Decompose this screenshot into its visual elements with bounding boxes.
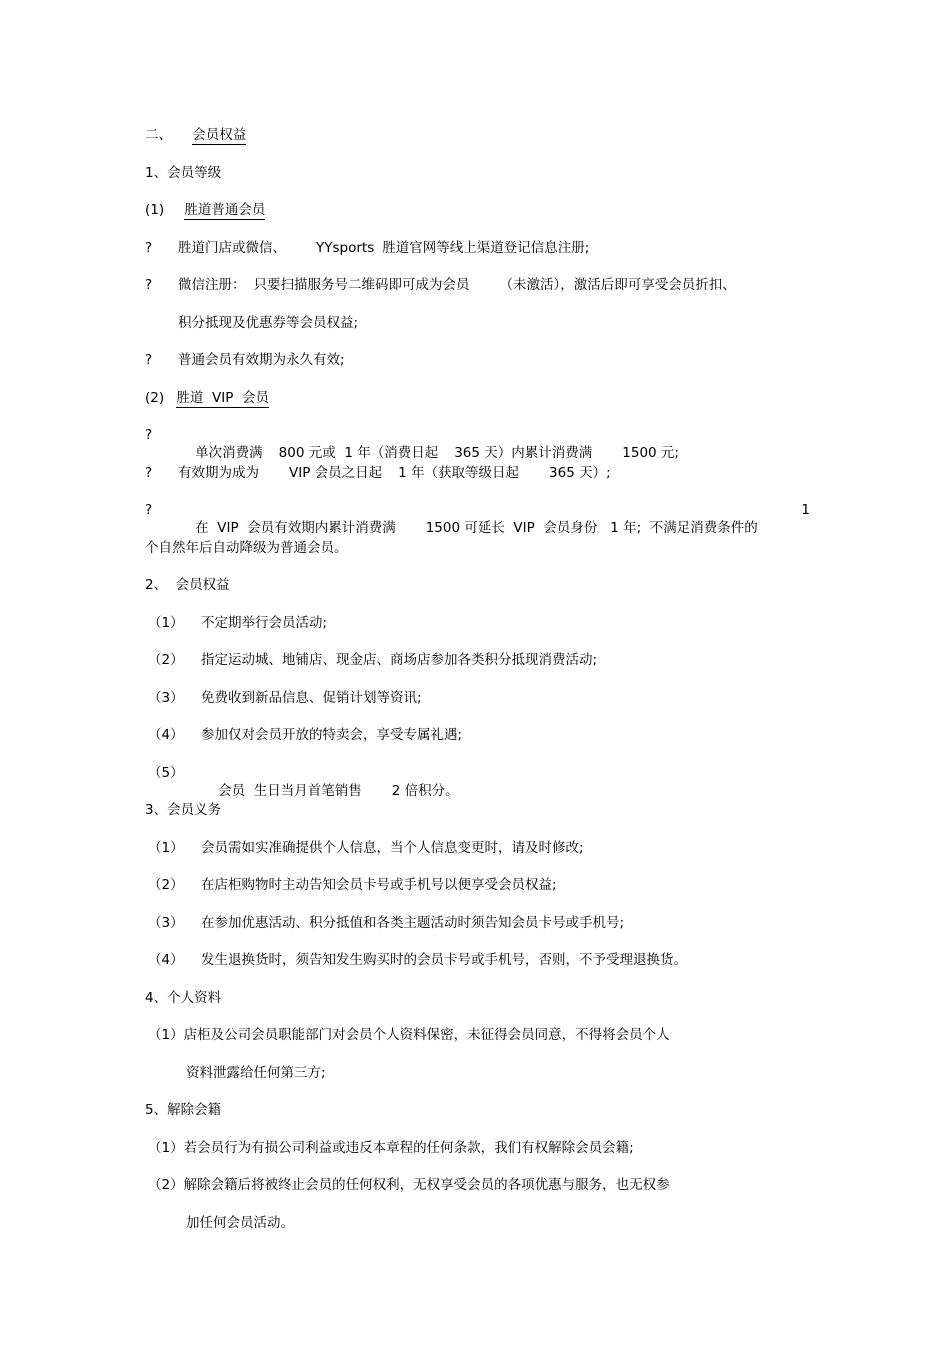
item-text-part: 2 倍积分。 [391,783,459,799]
item-text-part: 365 天）内累计消费满 [454,445,593,461]
item-text-part: 会员 生日当月首笔销售 [218,783,362,799]
list-item [148,651,598,669]
item-text-part: 1 [801,502,810,518]
list-item [148,839,584,857]
item-number: （1） [148,615,184,631]
item-text-part: 1500 可延长 VIP 会员身份 1 年; 不满足消费条件的 [425,520,758,536]
item-text: 发生退换货时，须告知发生购买时的会员卡号或手机号，否则，不予受理退换货。 [201,952,687,968]
section-title-label: 会员权益 [192,127,247,143]
item-number: （4） [148,952,184,968]
item-text: 店柜及公司会员职能部门对会员个人资料保密，未征得会员同意，不得将会员个人 [183,1027,670,1043]
item-number: （2） [148,652,184,668]
bullet-mark: ? [145,352,153,368]
item-text-part: 365 天）; [549,465,611,481]
item-text-part: ，激活后即可享受会员折扣、 [560,277,736,293]
item-text: 若会员行为有损公司利益或违反本章程的任何条款，我们有权解除会员会籍; [183,1140,634,1156]
list-item [145,426,679,461]
item-text [178,464,611,482]
item-continuation: 加任何会员活动。 [186,1215,294,1231]
item-number: （3） [148,915,184,931]
list-item [148,1176,670,1194]
list-item [148,614,328,632]
level-label: 胜道 VIP 会员 [176,390,269,406]
item-text: 不定期举行会员活动; [201,615,328,631]
item-number: （3） [148,690,184,706]
item-text-part: VIP 会员之日起 [289,465,383,481]
heading-membership-levels: 1、会员等级 [145,165,222,181]
bullet-mark: ? [145,502,153,518]
item-number: （1） [148,840,184,856]
item-text [201,764,459,818]
item-text: 参加仅对会员开放的特卖会，享受专属礼遇; [201,727,463,743]
list-item [148,951,687,969]
level-number: (1) [145,202,165,218]
heading-member-obligations: 3、会员义务 [145,802,222,818]
item-text: 指定运动城、地铺店、现金店、商场店参加各类积分抵现消费活动; [201,652,598,668]
item-number: （2） [148,877,184,893]
item-text: 免费收到新品信息、促销计划等资讯; [201,690,422,706]
item-text: 普通会员有效期为永久有效; [178,352,345,368]
list-item [145,464,611,482]
item-text-part: 单次消费满 [195,445,263,461]
heading-personal-data: 4、个人资料 [145,990,222,1006]
item-text-part: 1500 元; [622,445,679,461]
heading-membership-termination: 5、解除会籍 [145,1102,222,1118]
level-number: (2) [145,390,165,406]
list-item [148,914,625,932]
list-item [148,726,463,744]
bullet-mark: ? [145,427,153,443]
level-regular-heading [145,201,265,219]
list-item [145,239,590,257]
item-continuation: 个自然年后自动降级为普通会员。 [145,540,348,556]
item-number: （4） [148,727,184,743]
list-item [148,1139,634,1157]
item-text-part: （未激活） [499,277,561,293]
list-item [148,876,557,894]
item-continuation: 积分抵现及优惠券等会员权益; [178,315,359,331]
item-text: 会员需如实准确提供个人信息，当个人信息变更时，请及时修改; [201,840,584,856]
item-number: （2） [148,1177,184,1193]
list-item [145,276,736,294]
item-text-part: 胜道门店或微信、 [178,240,286,256]
item-text [178,239,589,257]
section-number: 二、 [145,127,172,143]
heading-member-benefits: 2、 会员权益 [145,577,230,593]
section-title [145,126,246,144]
item-text-part: 800 元或 1 年（消费日起 [278,445,439,461]
list-item [148,689,422,707]
item-text: 在店柜购物时主动告知会员卡号或手机号以便享受会员权益; [201,877,557,893]
item-number: （1） [148,1140,184,1156]
item-number: （1） [148,1027,184,1043]
level-label: 胜道普通会员 [184,202,266,218]
item-text: 在参加优惠活动、积分抵值和各类主题活动时须告知会员卡号或手机号; [201,915,625,931]
list-item [145,351,345,369]
item-continuation: 资料泄露给任何第三方; [186,1065,326,1081]
item-text-part: 胜道官网等线上渠道登记信息注册; [382,240,590,256]
list-item [148,1026,670,1044]
item-text-part: YYsports [316,240,375,256]
level-vip-heading [145,389,269,407]
bullet-mark: ? [145,240,153,256]
item-text-part: 微信注册： [178,277,246,293]
item-text [178,276,736,294]
bullet-mark: ? [145,277,153,293]
item-text-part: 有效期为成为 [178,465,259,481]
item-text-part: 在 VIP 会员有效期内累计消费满 [195,520,396,536]
item-text-part: 1 年（获取等级日起 [398,465,520,481]
list-item [145,501,810,536]
item-text: 解除会籍后将被终止会员的任何权利，无权享受会员的各项优惠与服务，也无权参 [183,1177,670,1193]
bullet-mark: ? [145,465,153,481]
item-number: （5） [148,765,184,781]
list-item [148,764,459,799]
item-text-part: 只要扫描服务号二维码即可成为会员 [253,277,470,293]
